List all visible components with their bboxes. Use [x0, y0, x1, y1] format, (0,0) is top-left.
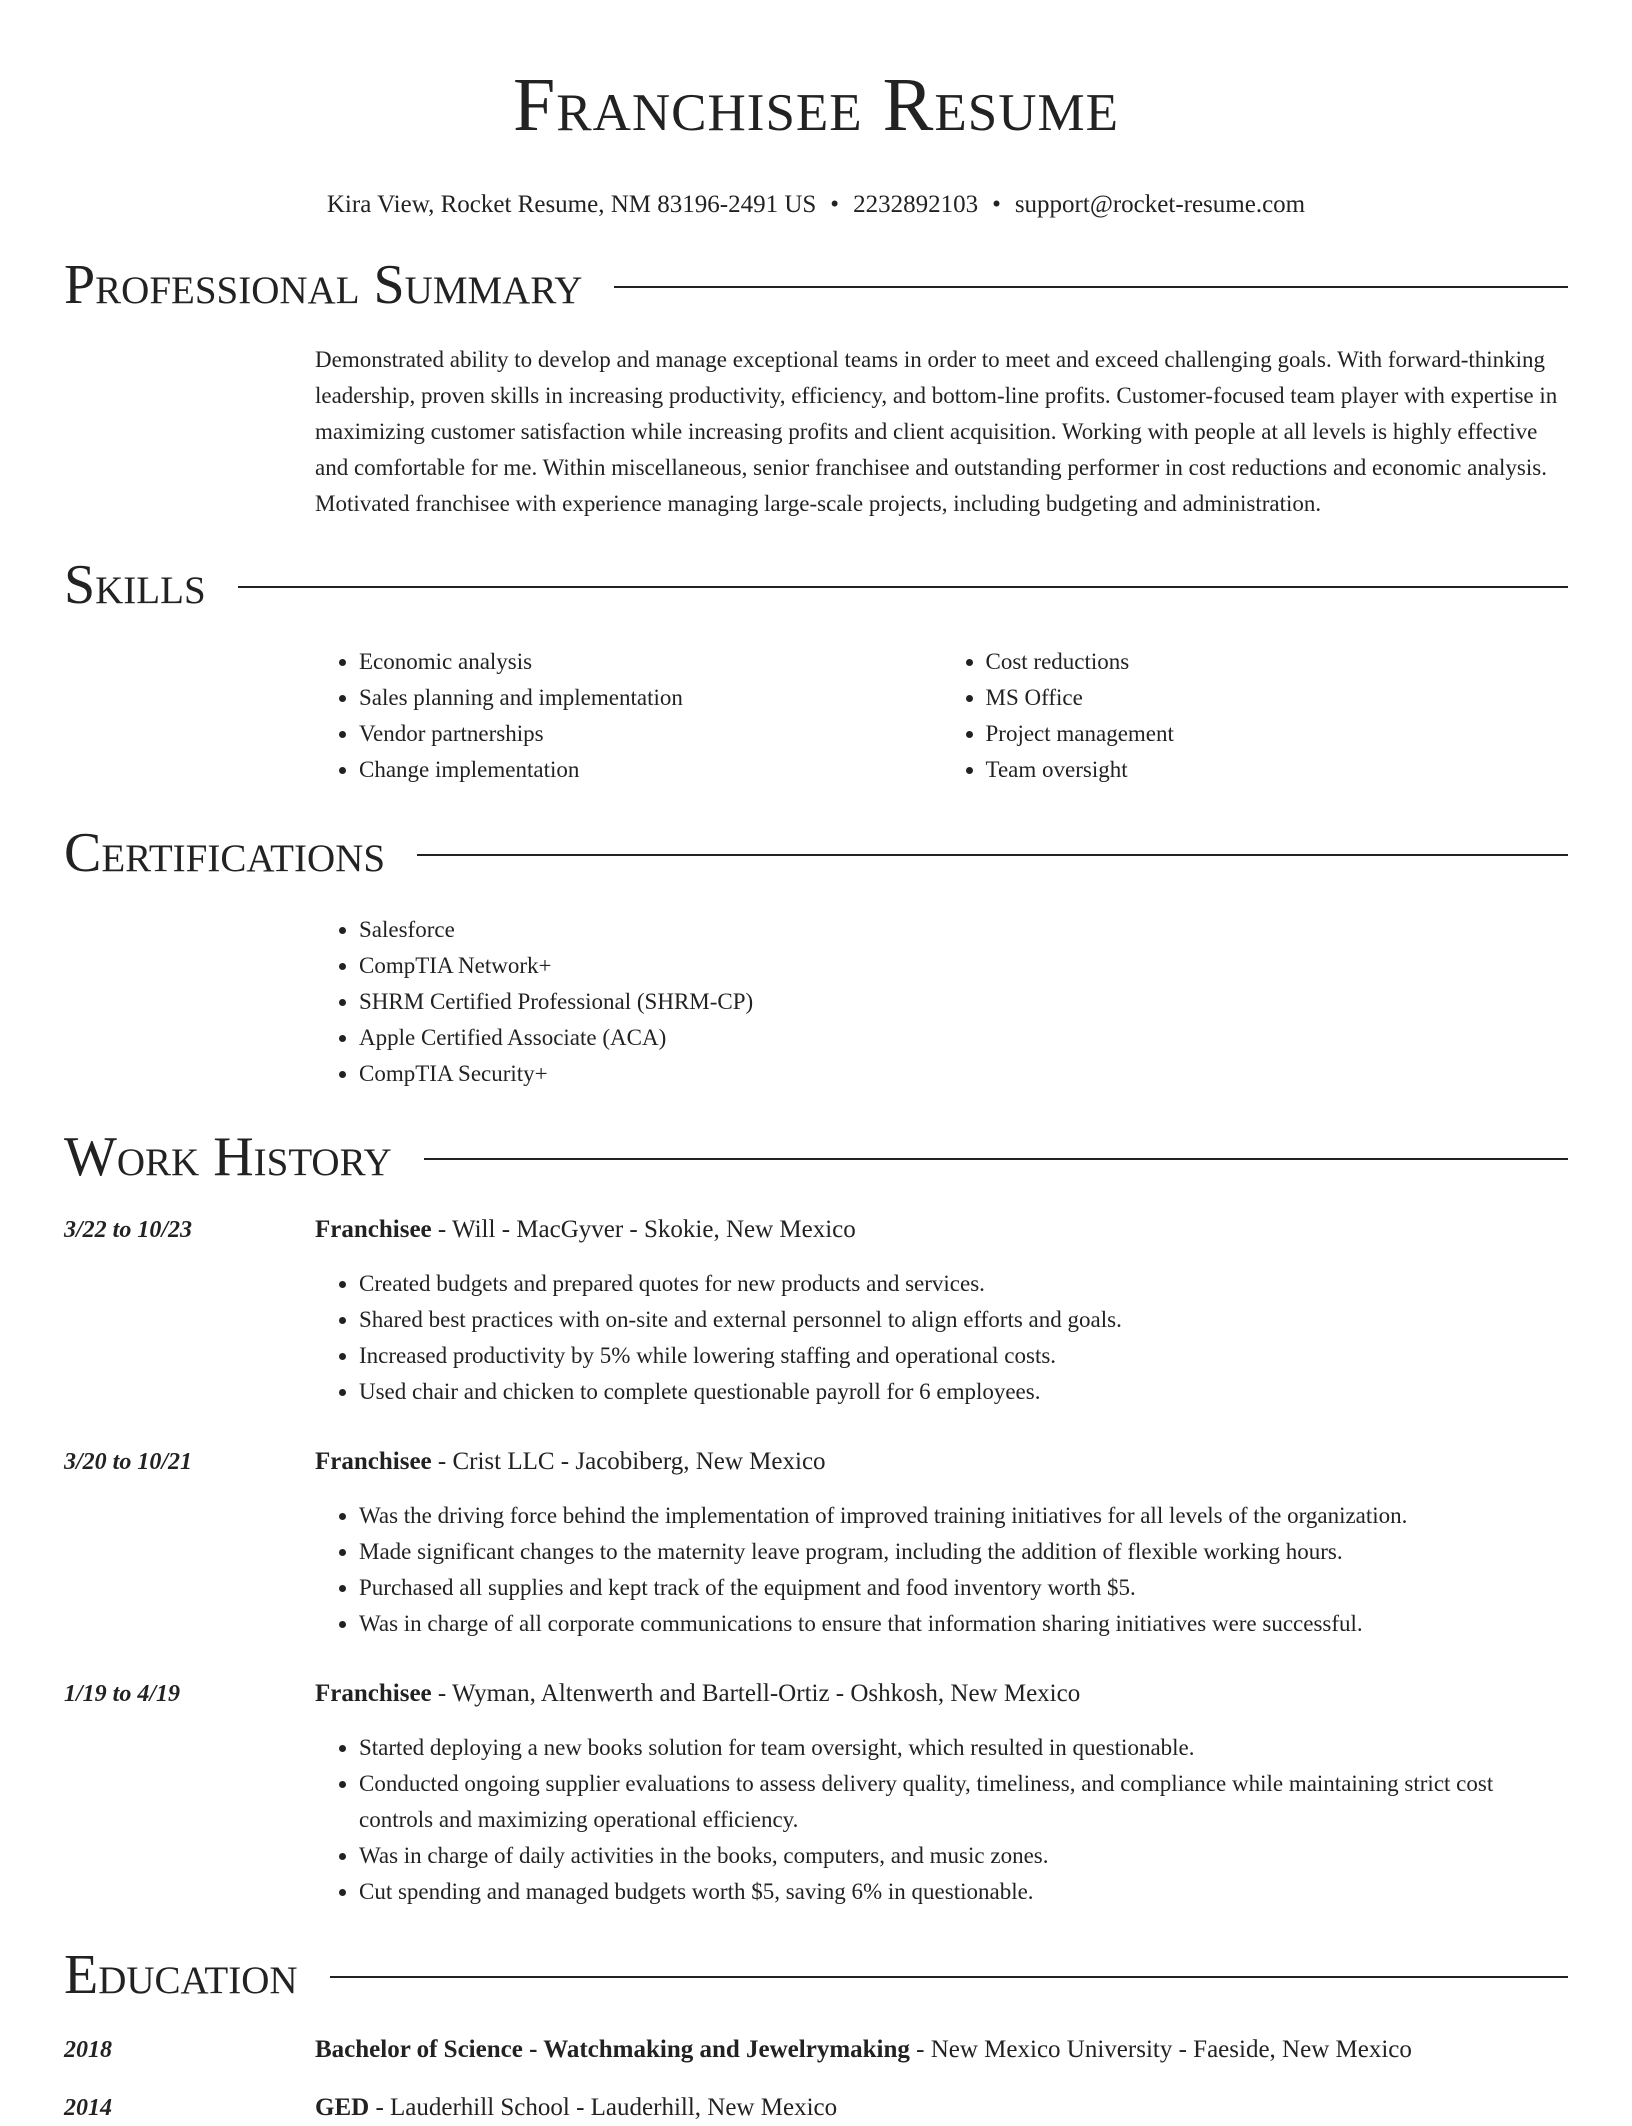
- section-title: Certifications: [64, 822, 386, 884]
- section-heading-work-history: [64, 1122, 1568, 1192]
- education-details: - Lauderhill School - Lauderhill, New Mexico: [369, 2094, 838, 2121]
- education-body: [315, 2032, 1568, 2068]
- job-bullets: [315, 1266, 1568, 1410]
- job-title: Franchisee: [315, 1680, 432, 1707]
- list-item: • CompTIA Network+: [359, 948, 1568, 984]
- job-details: - Crist LLC - Jacobiberg, New Mexico: [431, 1448, 826, 1475]
- list-item: • MS Office: [986, 680, 1569, 716]
- skills-column-left: [315, 644, 942, 788]
- list-item: • Conducted ongoing supplier evaluations to assess delivery quality, timeliness, and compliance while maintaining strict cost controls and maximizing operational efficiency.: [359, 1766, 1568, 1838]
- list-item: • Project management: [986, 716, 1569, 752]
- education-date: 2014: [64, 2095, 112, 2121]
- section-rule: [238, 586, 1568, 588]
- section-heading-summary: [64, 250, 1568, 320]
- education-degree: Bachelor of Science - Watchmaking and Jewelrymaking: [315, 2036, 910, 2063]
- skills-list: [315, 644, 1568, 788]
- job-header: [315, 1444, 1568, 1480]
- education-entry: [64, 2090, 1568, 2126]
- list-item: • Created budgets and prepared quotes for new products and services.: [359, 1266, 1568, 1302]
- section-title: Professional Summary: [64, 254, 583, 316]
- list-item: • Increased productivity by 5% while lowering staffing and operational costs.: [359, 1338, 1568, 1374]
- list-item: • Change implementation: [359, 752, 942, 788]
- job-entry: [64, 1676, 1568, 1910]
- education-header: [315, 2032, 1568, 2068]
- section-heading-education: [64, 1940, 1568, 2010]
- education-date: 2018: [64, 2037, 112, 2063]
- contact-phone: 2232892103: [853, 191, 979, 218]
- job-details: - Will - MacGyver - Skokie, New Mexico: [431, 1216, 856, 1243]
- certifications-list: [315, 912, 1568, 1092]
- job-body: [315, 1676, 1568, 1910]
- contact-line: [64, 190, 1568, 220]
- resume-title: Franchisee Resume: [513, 63, 1119, 147]
- list-item: • Was in charge of all corporate communications to ensure that information sharing initiatives were successful.: [359, 1606, 1568, 1642]
- list-item: • Was the driving force behind the implementation of improved training initiatives for all levels of the organization.: [359, 1498, 1568, 1534]
- section-rule: [424, 1158, 1568, 1160]
- skills-column-right: [942, 644, 1569, 788]
- list-item: • Economic analysis: [359, 644, 942, 680]
- job-date: 3/20 to 10/21: [64, 1449, 193, 1475]
- job-entry: [64, 1444, 1568, 1642]
- job-bullets: [315, 1730, 1568, 1910]
- list-item: • Salesforce: [359, 912, 1568, 948]
- education-degree: GED: [315, 2094, 370, 2121]
- job-header: [315, 1212, 1568, 1248]
- list-item: • Team oversight: [986, 752, 1569, 788]
- list-item: • Cut spending and managed budgets worth $5, saving 6% in questionable.: [359, 1874, 1568, 1910]
- contact-separator: •: [830, 191, 840, 218]
- list-item: • Apple Certified Associate (ACA): [359, 1020, 1568, 1056]
- list-item: • Shared best practices with on-site and external personnel to align efforts and goals.: [359, 1302, 1568, 1338]
- job-date: 1/19 to 4/19: [64, 1681, 181, 1707]
- contact-address: Kira View, Rocket Resume, NM 83196-2491 US: [326, 191, 817, 218]
- job-bullets: [315, 1498, 1568, 1642]
- section-heading-certifications: [64, 818, 1568, 888]
- section-heading-skills: [64, 550, 1568, 620]
- list-item: • SHRM Certified Professional (SHRM-CP): [359, 984, 1568, 1020]
- job-title: Franchisee: [315, 1216, 432, 1243]
- job-date: 3/22 to 10/23: [64, 1217, 193, 1243]
- education-header: [315, 2090, 1568, 2126]
- list-item: • Used chair and chicken to complete questionable payroll for 6 employees.: [359, 1374, 1568, 1410]
- contact-separator: •: [992, 191, 1001, 218]
- job-body: [315, 1212, 1568, 1410]
- job-entry: [64, 1212, 1568, 1410]
- education-entry: [64, 2032, 1568, 2068]
- list-item: • Was in charge of daily activities in the books, computers, and music zones.: [359, 1838, 1568, 1874]
- list-item: • Purchased all supplies and kept track of the equipment and food inventory worth $5.: [359, 1570, 1568, 1606]
- list-item: • Cost reductions: [986, 644, 1569, 680]
- resume-page: [64, 0, 1568, 2126]
- education-details: - New Mexico University - Faeside, New Mexico: [909, 2036, 1412, 2063]
- list-item: • Vendor partnerships: [359, 716, 942, 752]
- list-item: • Made significant changes to the maternity leave program, including the addition of flexible working hours.: [359, 1534, 1568, 1570]
- section-title: Skills: [64, 554, 206, 616]
- section-title: Education: [64, 1944, 298, 2006]
- job-details: - Wyman, Altenwerth and Bartell-Ortiz - Oshkosh, New Mexico: [431, 1680, 1081, 1707]
- summary-text: Demonstrated ability to develop and manage exceptional teams in order to meet and exceed challenging goals. With forward-thinking leadership, proven skills in increasing productivity, efficiency, and bottom-line profits. Customer-focused team player with expertise in maximizing customer satisfaction while increasing profits and client acquisition. Working with people at all levels is highly effective and comfortable for me. Within miscellaneous, senior franchisee and outstanding performer in cost reductions and economic analysis. Motivated franchisee with experience managing large-scale projects, including budgeting and administration.: [315, 347, 1558, 516]
- list-item: • CompTIA Security+: [359, 1056, 1568, 1092]
- section-rule: [330, 1976, 1568, 1978]
- section-rule: [417, 854, 1568, 856]
- contact-email[interactable]: support@rocket-resume.com: [1014, 191, 1306, 218]
- job-title: Franchisee: [315, 1448, 432, 1475]
- section-rule: [614, 286, 1568, 288]
- list-item: • Started deploying a new books solution for team oversight, which resulted in questionable.: [359, 1730, 1568, 1766]
- list-item: • Sales planning and implementation: [359, 680, 942, 716]
- section-title: Work History: [64, 1126, 392, 1188]
- job-body: [315, 1444, 1568, 1642]
- job-header: [315, 1676, 1568, 1712]
- education-body: [315, 2090, 1568, 2126]
